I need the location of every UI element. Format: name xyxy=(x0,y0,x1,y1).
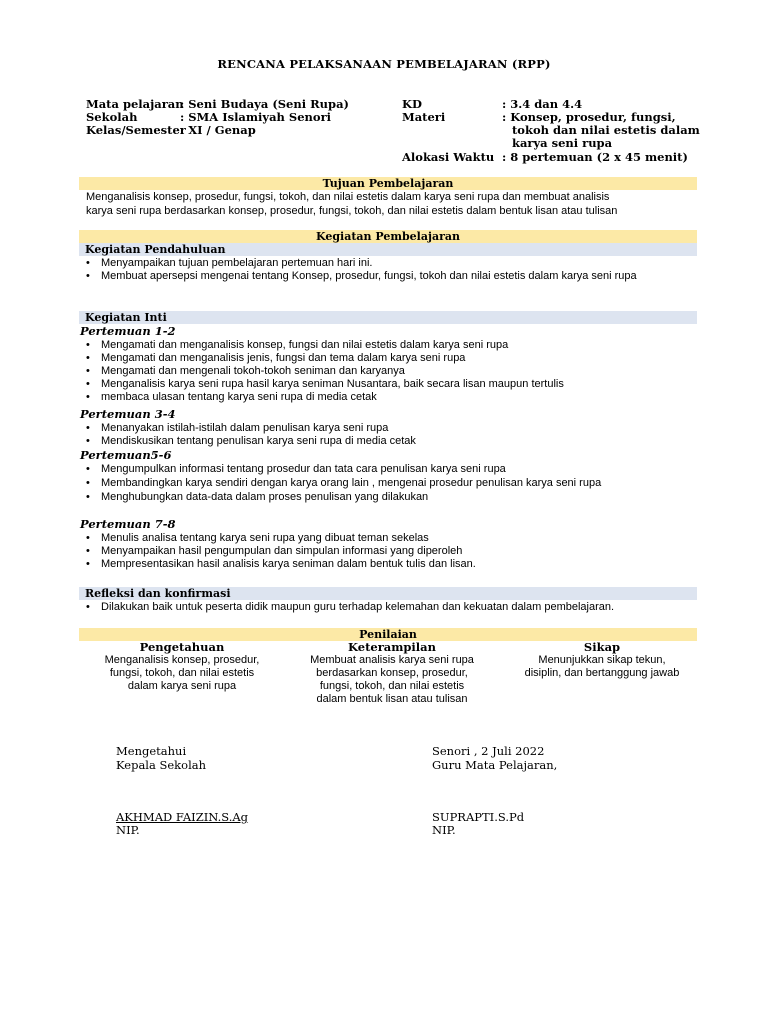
signature-right-line-1: Senori , 2 Juli 2022 xyxy=(432,744,545,758)
meeting-1-2-list xyxy=(80,339,690,404)
list-item: • Mengamati dan menganalisis konsep, fungsi dan nilai estetis dalam karya seni rupa xyxy=(80,339,690,352)
header-label-materi: Materi xyxy=(402,110,446,124)
tujuan-line-1: Menganalisis konsep, prosedur, fungsi, tokoh, dan nilai estetis dalam karya seni rupa dan membuat analisis xyxy=(86,191,610,203)
document-title: RENCANA PELAKSANAAN PEMBELAJARAN (RPP) xyxy=(217,57,551,71)
signature-right-line-2: Guru Mata Pelajaran, xyxy=(432,758,558,772)
list-item: • Mempresentasikan hasil analisis karya seniman dalam bentuk tulis dan lisan. xyxy=(80,558,690,571)
penilaian-col-pengetahuan-text xyxy=(80,654,284,693)
list-item: • Membuat apersepsi mengenai tentang Konsep, prosedur, fungsi, tokoh dan nilai estetis dalam karya seni rupa xyxy=(80,270,690,283)
kegiatan-heading: Kegiatan Pembelajaran xyxy=(79,230,697,243)
tujuan-heading: Tujuan Pembelajaran xyxy=(79,177,697,190)
tujuan-line-2: karya seni rupa berdasarkan konsep, prosedur, fungsi, tokoh, dan nilai estetis dalam bentuk lisan atau tulisan xyxy=(86,205,618,217)
list-item: • Menyampaikan tujuan pembelajaran pertemuan hari ini. xyxy=(80,257,690,270)
signature-left-line-1: Mengetahui xyxy=(116,744,187,758)
penilaian-heading: Penilaian xyxy=(79,628,697,641)
text-line: dalam bentuk lisan atau tulisan xyxy=(316,693,468,705)
header-label-kd: KD xyxy=(402,97,422,111)
pendahuluan-list xyxy=(80,257,690,283)
header-value-materi-3: karya seni rupa xyxy=(512,136,613,150)
text-line: berdasarkan konsep, prosedur, xyxy=(316,667,468,679)
text-line: Membuat analisis karya seni rupa xyxy=(310,654,474,666)
header-value-kd: : 3.4 dan 4.4 xyxy=(502,97,583,111)
meeting-label-3-4: Pertemuan 3-4 xyxy=(80,407,176,421)
list-item: • Mendiskusikan tentang penulisan karya seni rupa di media cetak xyxy=(80,435,690,448)
meeting-label-7-8: Pertemuan 7-8 xyxy=(80,517,176,531)
inti-heading: Kegiatan Inti xyxy=(79,311,697,324)
list-item: • membaca ulasan tentang karya seni rupa di media cetak xyxy=(80,391,690,404)
meeting-5-6-list xyxy=(80,463,680,504)
list-item: • Menghubungkan data-data dalam proses penulisan yang dilakukan xyxy=(80,491,680,504)
text-line: dalam karya seni rupa xyxy=(127,680,237,692)
meeting-label-1-2: Pertemuan 1-2 xyxy=(80,324,176,338)
header-value-materi-2: tokoh dan nilai estetis dalam xyxy=(512,123,700,137)
text-line: fungsi, tokoh, dan nilai estetis xyxy=(109,667,255,679)
text-line: Menganalisis konsep, prosedur, xyxy=(104,654,260,666)
text-line: disiplin, dan bertanggung jawab xyxy=(524,667,680,679)
header-label-alokasi-waktu: Alokasi Waktu xyxy=(402,150,495,164)
header-label-sekolah: Sekolah xyxy=(86,110,138,124)
signature-left-line-2: Kepala Sekolah xyxy=(116,758,207,772)
meeting-3-4-list xyxy=(80,422,690,448)
header-label-kelas-semester: Kelas/Semester xyxy=(86,123,186,137)
header-value-alokasi-waktu: : 8 pertemuan (2 x 45 menit) xyxy=(502,150,688,164)
signature-left-name: AKHMAD FAIZIN.S.Ag xyxy=(116,810,249,824)
signature-right-name: SUPRAPTI.S.Pd xyxy=(432,810,525,824)
list-item: • Dilakukan baik untuk peserta didik maupun guru terhadap kelemahan dan kekuatan dalam pembelajaran. xyxy=(80,601,695,614)
header-value-kelas-semester: : XI / Genap xyxy=(180,123,256,137)
list-item: • Mengamati dan menganalisis jenis, fungsi dan tema dalam karya seni rupa xyxy=(80,352,690,365)
list-item: • Menyampaikan hasil pengumpulan dan simpulan informasi yang diperoleh xyxy=(80,545,690,558)
pendahuluan-heading: Kegiatan Pendahuluan xyxy=(79,243,697,256)
meeting-7-8-list xyxy=(80,532,690,571)
penilaian-col-keterampilan-text xyxy=(290,654,494,706)
signature-right-nip: NIP. xyxy=(432,823,456,837)
penilaian-col-keterampilan-title: Keterampilan xyxy=(348,640,436,654)
signature-left-nip: NIP. xyxy=(116,823,140,837)
header-value-sekolah: : SMA Islamiyah Senori xyxy=(180,110,331,124)
list-item: • Mengamati dan mengenali tokoh-tokoh seniman dan karyanya xyxy=(80,365,690,378)
header-value-materi-1: : Konsep, prosedur, fungsi, xyxy=(502,110,676,124)
text-line: Menunjukkan sikap tekun, xyxy=(538,654,666,666)
header-value-mata-pelajaran: : Seni Budaya (Seni Rupa) xyxy=(180,97,349,111)
list-item: • Menulis analisa tentang karya seni rupa yang dibuat teman sekelas xyxy=(80,532,690,545)
list-item: • Menanyakan istilah-istilah dalam penulisan karya seni rupa xyxy=(80,422,690,435)
header-label-mata-pelajaran: Mata pelajaran xyxy=(86,97,184,111)
penilaian-col-pengetahuan-title: Pengetahuan xyxy=(139,640,225,654)
penilaian-col-sikap-title: Sikap xyxy=(583,640,621,654)
list-item: • Membandingkan karya sendiri dengan karya orang lain , mengenai prosedur penulisan karya seni rupa xyxy=(80,477,680,490)
list-item: • Mengumpulkan informasi tentang prosedur dan tata cara penulisan karya seni rupa xyxy=(80,463,680,476)
penilaian-col-sikap-text xyxy=(500,654,704,680)
refleksi-heading: Refleksi dan konfirmasi xyxy=(79,587,697,600)
meeting-label-5-6: Pertemuan5-6 xyxy=(80,448,172,462)
text-line: fungsi, tokoh, dan nilai estetis xyxy=(319,680,465,692)
refleksi-list xyxy=(80,601,695,614)
list-item: • Menganalisis karya seni rupa hasil karya seniman Nusantara, baik secara lisan maupun tertulis xyxy=(80,378,690,391)
